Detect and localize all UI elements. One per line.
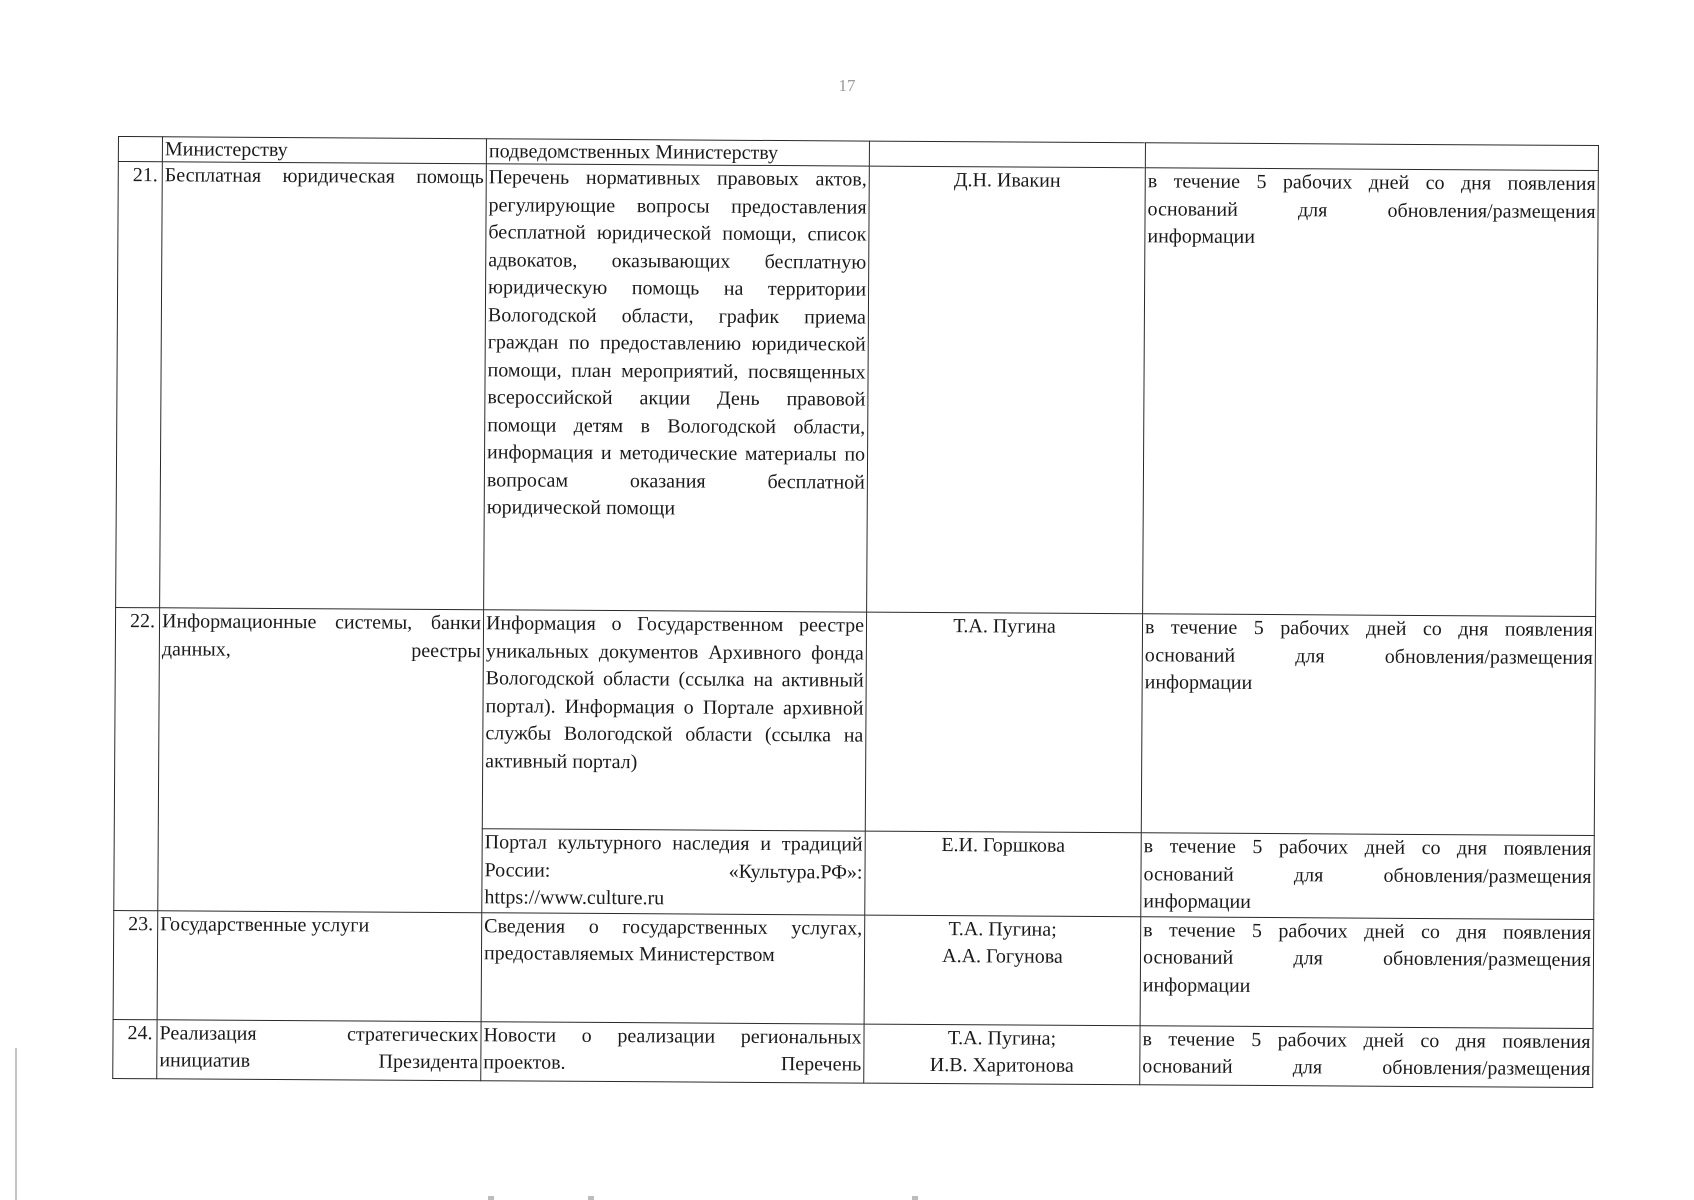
cell-description: Перечень нормативных правовых актов, регулирующие вопросы предоставления бесплатной юридической помощи, список адвокатов, оказывающих бесплатную юридическую помощь на территории Вологодской области, график приема граждан по предоставлению юридической помощи, план мероприятий, посвященных всероссийской акции День правовой помощи детям в Вологодской области, информация и методические материалы по вопросам оказания бесплатной юридической помощи: [484, 164, 870, 612]
cell-responsible: [864, 915, 1141, 1026]
table-row: [113, 1019, 1593, 1087]
document-table: [112, 136, 1599, 1088]
table-row: [114, 607, 1595, 835]
scan-artifact-mark: [912, 1196, 918, 1200]
cell-number: 21.: [116, 162, 163, 608]
cell-section: Реализация стратегических инициатив Президента: [157, 1019, 481, 1080]
cell-description: Информация о Государственном реестре уникальных документов Архивного фонда Вологодской области (ссылка на активный портал). Информация о Портале архивной службы Вологодской области (ссылка на активный портал): [482, 610, 866, 831]
cell-term: в течение 5 рабочих дней со дня появления оснований для обновления/размещения информации: [1141, 614, 1595, 836]
cell-term: в течение 5 рабочих дней со дня появления оснований для обновления/размещения информации: [1143, 168, 1599, 617]
cell-number: 22.: [114, 607, 160, 910]
cell-section: Министерству: [162, 137, 486, 164]
cell-term: в течение 5 рабочих дней со дня появления оснований для обновления/размещения информации: [1141, 833, 1595, 919]
table-row: [113, 910, 1594, 1028]
scan-artifact-line: [15, 1048, 17, 1200]
cell-description: Новости о реализации региональных проектов. Перечень: [481, 1021, 864, 1082]
cell-section: Бесплатная юридическая помощь: [160, 162, 487, 610]
cell-number: 24.: [113, 1019, 157, 1078]
responsible-name: Т.А. Пугина: [953, 615, 1056, 638]
cell-description: Портал культурного наследия и традиций России: «Культура.РФ»: https://www.culture.ru: [482, 829, 866, 915]
cell-responsible: [864, 1024, 1140, 1085]
page-number: 17: [838, 76, 856, 95]
responsible-name: А.А. Гогунова: [942, 945, 1063, 968]
responsible-name: Е.И. Горшкова: [941, 834, 1066, 857]
responsible-name: И.В. Харитонова: [929, 1053, 1074, 1077]
responsible-name: Т.А. Пугина;: [947, 1026, 1057, 1050]
cell-responsible: [867, 166, 1146, 614]
cell-number: 23.: [113, 910, 158, 1019]
cell-number: [118, 137, 162, 162]
cell-responsible: [869, 141, 1145, 168]
cell-term: [1145, 143, 1598, 171]
cell-section: Информационные системы, банки данных, реестры: [158, 608, 484, 912]
responsible-name: Д.Н. Ивакин: [953, 169, 1061, 192]
scan-artifact-mark: [588, 1196, 594, 1200]
cell-description: подведомственных Министерству: [486, 139, 869, 166]
cell-term: в течение 5 рабочих дней со дня появления оснований для обновления/размещения информации: [1140, 916, 1594, 1028]
table-row: [116, 162, 1599, 617]
cell-responsible: [865, 612, 1142, 833]
cell-term: в течение 5 рабочих дней со дня появления оснований для обновления/размещения: [1140, 1025, 1593, 1087]
cell-section: Государственные услуги: [157, 910, 482, 1021]
responsible-name: Т.А. Пугина;: [948, 917, 1057, 941]
scan-artifact-mark: [488, 1196, 494, 1200]
cell-description: Сведения о государственных услугах, предоставляемых Министерством: [481, 912, 865, 1023]
cell-responsible: [865, 831, 1142, 916]
